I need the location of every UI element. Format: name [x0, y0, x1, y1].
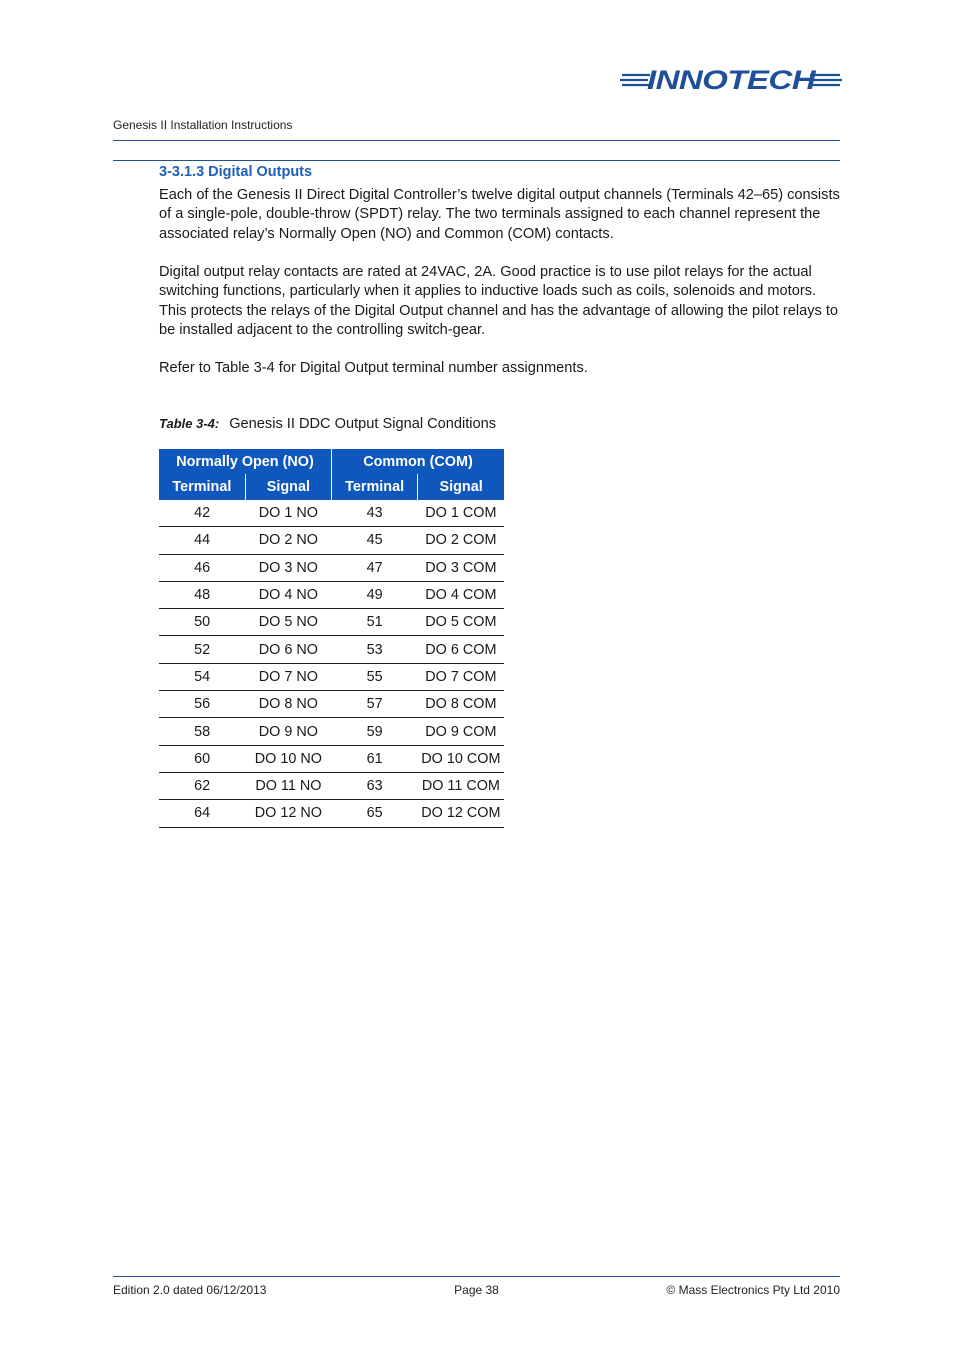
- cell-terminal-com: 49: [332, 581, 418, 608]
- table-row: [159, 663, 504, 690]
- header-rule-bottom: [113, 160, 840, 161]
- cell-signal-no: DO 11 NO: [245, 772, 331, 799]
- section-heading: 3-3.1.3 Digital Outputs: [159, 164, 313, 180]
- cell-terminal-no: 56: [159, 691, 245, 718]
- cell-terminal-com: 43: [332, 500, 418, 527]
- cell-terminal-no: 46: [159, 554, 245, 581]
- col-header-terminal-com: Terminal: [332, 474, 418, 500]
- cell-signal-no: DO 3 NO: [245, 554, 331, 581]
- table-row: [159, 609, 504, 636]
- paragraph-2: Digital output relay contacts are rated at 24VAC, 2A. Good practice is to use pilot relays for the actual switching functions, particularly when it applies to inductive loads such as coils, solenoids and motors. This protects the relays of the Digital Output channel and has the advantage of allowing the pilot relays to be installed adjacent to the controlling switch-gear.: [159, 264, 839, 338]
- table-row: [159, 554, 504, 581]
- cell-signal-com: DO 10 COM: [418, 745, 504, 772]
- group-header-no: Normally Open (NO): [159, 449, 332, 474]
- cell-signal-com: DO 8 COM: [418, 691, 504, 718]
- cell-signal-no: DO 2 NO: [245, 527, 331, 554]
- table-row: [159, 636, 504, 663]
- header-rule-top: [113, 140, 840, 141]
- cell-terminal-com: 55: [332, 663, 418, 690]
- cell-signal-no: DO 12 NO: [245, 800, 331, 827]
- output-signal-table: [159, 449, 504, 828]
- cell-signal-no: DO 9 NO: [245, 718, 331, 745]
- cell-signal-com: DO 3 COM: [418, 554, 504, 581]
- table-caption: [159, 416, 496, 432]
- cell-terminal-no: 54: [159, 663, 245, 690]
- document-title: Genesis II Installation Instructions: [113, 118, 293, 132]
- cell-signal-com: DO 7 COM: [418, 663, 504, 690]
- cell-terminal-com: 57: [332, 691, 418, 718]
- cell-signal-no: DO 5 NO: [245, 609, 331, 636]
- col-header-terminal-no: Terminal: [159, 474, 245, 500]
- cell-signal-no: DO 8 NO: [245, 691, 331, 718]
- col-header-signal-no: Signal: [245, 474, 331, 500]
- table-row: [159, 718, 504, 745]
- cell-terminal-no: 42: [159, 500, 245, 527]
- table-row: [159, 581, 504, 608]
- footer-page-number: Page 38: [454, 1283, 499, 1297]
- group-header-com: Common (COM): [332, 449, 505, 474]
- table-row: [159, 691, 504, 718]
- cell-signal-no: DO 7 NO: [245, 663, 331, 690]
- cell-terminal-com: 47: [332, 554, 418, 581]
- table-caption-label: Table 3-4:: [159, 416, 220, 431]
- table-row: [159, 772, 504, 799]
- cell-terminal-com: 51: [332, 609, 418, 636]
- cell-signal-com: DO 9 COM: [418, 718, 504, 745]
- col-header-signal-com: Signal: [418, 474, 504, 500]
- cell-terminal-com: 63: [332, 772, 418, 799]
- footer-edition: Edition 2.0 dated 06/12/2013: [113, 1283, 267, 1297]
- cell-terminal-no: 48: [159, 581, 245, 608]
- cell-terminal-no: 44: [159, 527, 245, 554]
- table-row: [159, 745, 504, 772]
- table-row: [159, 500, 504, 527]
- cell-signal-com: DO 11 COM: [418, 772, 504, 799]
- innotech-logo: [620, 64, 842, 94]
- cell-terminal-com: 45: [332, 527, 418, 554]
- cell-signal-com: DO 1 COM: [418, 500, 504, 527]
- footer-copyright: © Mass Electronics Pty Ltd 2010: [666, 1283, 840, 1297]
- cell-signal-com: DO 2 COM: [418, 527, 504, 554]
- cell-terminal-no: 64: [159, 800, 245, 827]
- cell-signal-com: DO 12 COM: [418, 800, 504, 827]
- cell-terminal-com: 65: [332, 800, 418, 827]
- cell-signal-no: DO 10 NO: [245, 745, 331, 772]
- cell-terminal-no: 52: [159, 636, 245, 663]
- logo-wordmark: INNOTECH: [647, 65, 817, 94]
- footer-rule: [113, 1276, 840, 1277]
- paragraph-3: Refer to Table 3-4 for Digital Output terminal number assignments.: [159, 360, 588, 376]
- cell-terminal-no: 58: [159, 718, 245, 745]
- cell-terminal-no: 50: [159, 609, 245, 636]
- cell-terminal-com: 59: [332, 718, 418, 745]
- paragraph-1: Each of the Genesis II Direct Digital Controller’s twelve digital output channels (Terminals 42–65) consists of a single-pole, double-throw (SPDT) relay. The two terminals assigned to each channel represent the associated relay’s Normally Open (NO) and Common (COM) contacts.: [159, 187, 840, 242]
- table-row: [159, 527, 504, 554]
- cell-terminal-no: 62: [159, 772, 245, 799]
- cell-terminal-com: 53: [332, 636, 418, 663]
- cell-terminal-no: 60: [159, 745, 245, 772]
- cell-signal-com: DO 6 COM: [418, 636, 504, 663]
- table-caption-text: Genesis II DDC Output Signal Conditions: [229, 416, 497, 432]
- cell-signal-no: DO 6 NO: [245, 636, 331, 663]
- cell-signal-no: DO 4 NO: [245, 581, 331, 608]
- cell-signal-no: DO 1 NO: [245, 500, 331, 527]
- table-body: [159, 500, 504, 827]
- cell-terminal-com: 61: [332, 745, 418, 772]
- cell-signal-com: DO 5 COM: [418, 609, 504, 636]
- table-row: [159, 800, 504, 827]
- cell-signal-com: DO 4 COM: [418, 581, 504, 608]
